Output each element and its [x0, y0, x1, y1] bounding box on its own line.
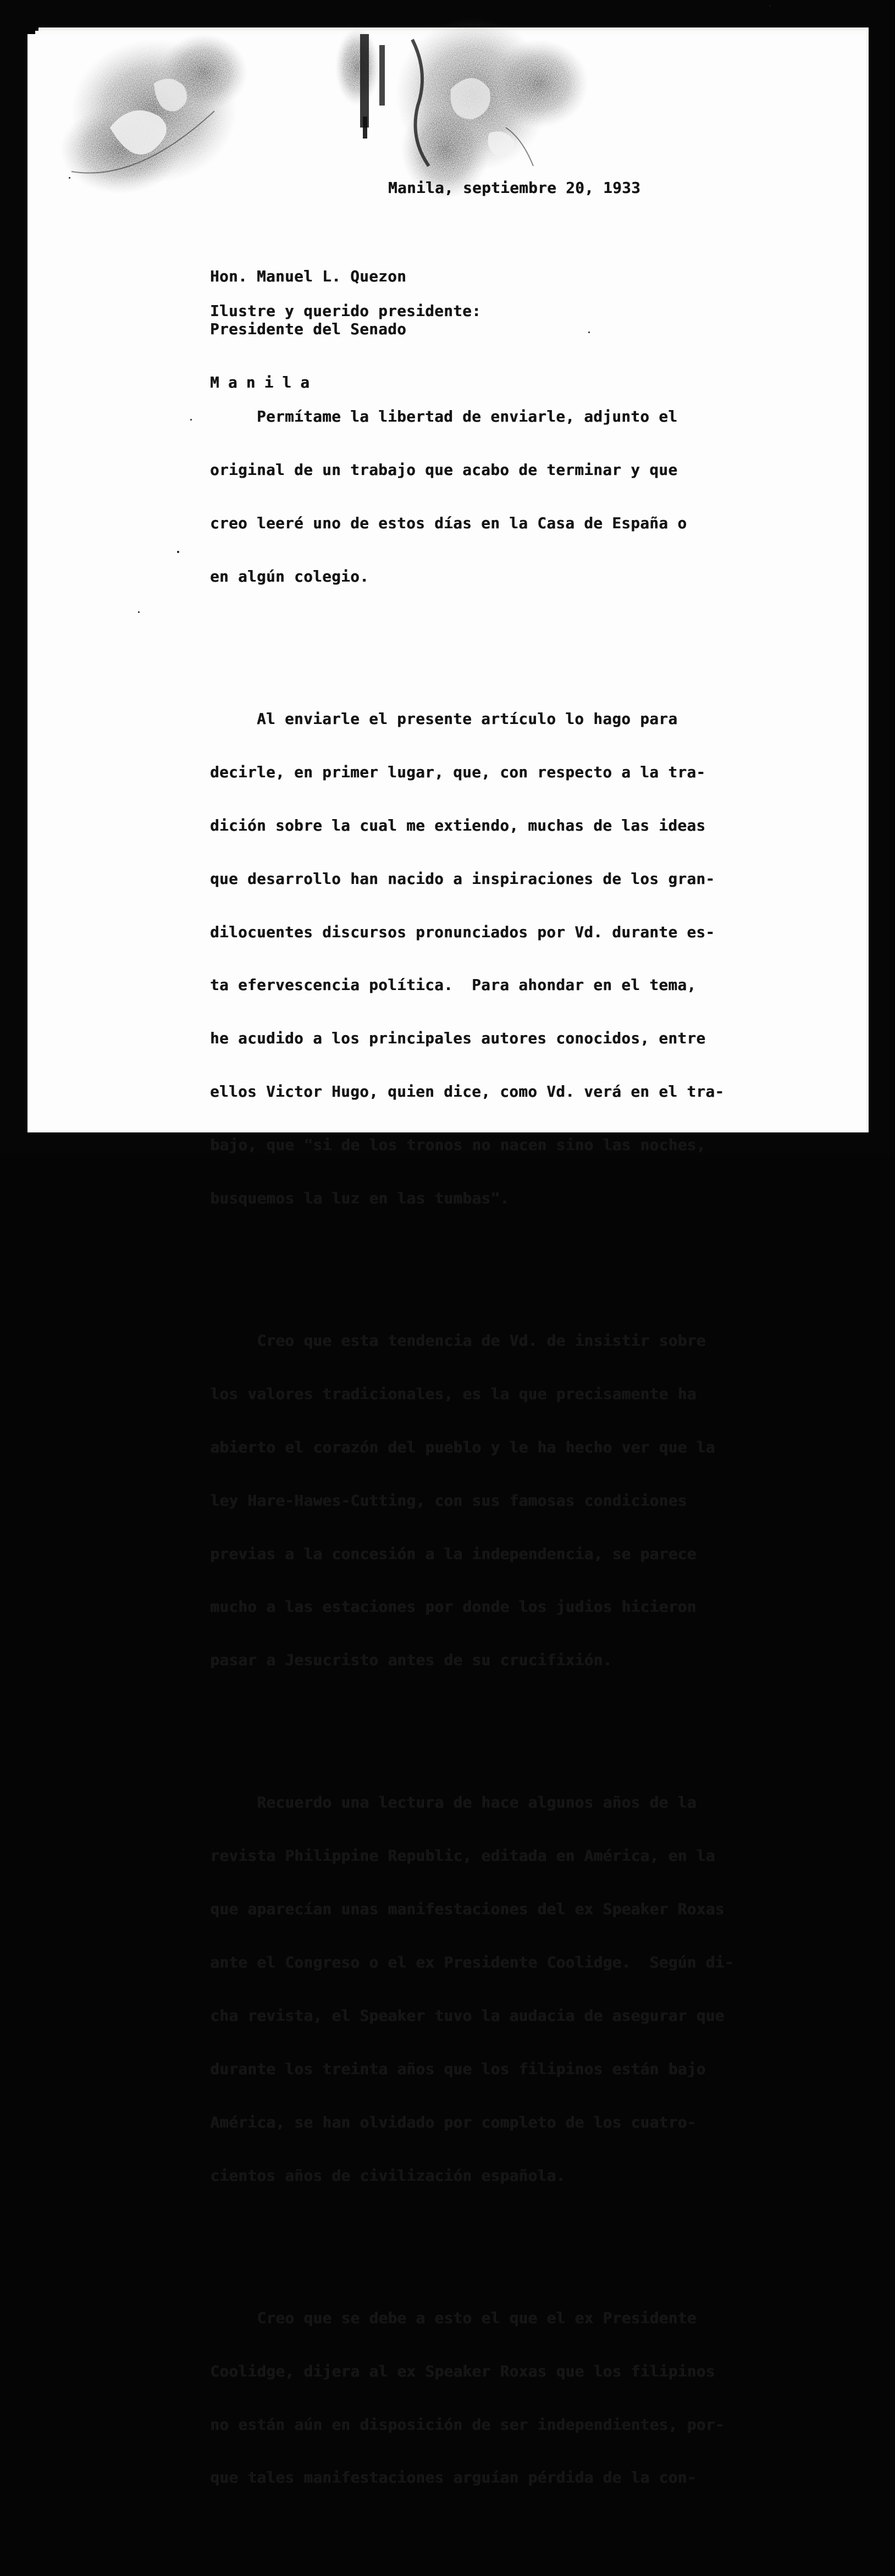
text-line: en algún colegio.: [210, 567, 369, 585]
text-line: ta efervescencia política. Para ahondar en el tema,: [210, 976, 697, 994]
text-line: decirle, en primer lugar, que, con respecto a la tra-: [210, 763, 706, 781]
text-line: mucho a las estaciones por donde los judios hicieron: [210, 1598, 697, 1616]
dust-speck: [138, 611, 140, 613]
dust-speck: [190, 419, 192, 421]
dust-speck: [770, 5, 771, 7]
recipient-city: Manila: [210, 374, 319, 392]
text-line: que aparecían unas manifestaciones del ex Speaker Roxas: [210, 1900, 725, 1919]
letter-body: [210, 337, 733, 2576]
text-line: busquemos la luz en las tumbas".: [210, 1189, 510, 1207]
text-line: ley Hare-Hawes-Cutting, con sus famosas condiciones: [210, 1491, 687, 1510]
letter-date: Manila, septiembre 20, 1933: [388, 179, 641, 197]
text-line: he acudido a los principales autores conocidos, entre: [210, 1030, 706, 1048]
text-line: Creo que esta tendencia de Vd. de insistir sobre: [210, 1332, 706, 1350]
text-line: América, se han olvidado por completo de los cuatro-: [210, 2113, 697, 2131]
text-line: pasar a Jesucristo antes de su crucifixión.: [210, 1651, 612, 1670]
text-line: que desarrollo han nacido a inspiraciones de los gran-: [210, 870, 715, 888]
paragraph: [210, 373, 733, 621]
text-line: original de un trabajo que acabo de terminar y que: [210, 461, 678, 479]
text-line: cha revista, el Speaker tuvo la audacia de asegurar que: [210, 2007, 725, 2025]
text-line: no están aún en disposición de ser independientes, por-: [210, 2415, 725, 2434]
text-line: cientos años de civilización española.: [210, 2166, 566, 2185]
text-line: Permítame la libertad de enviarle, adjunto el: [210, 408, 678, 426]
dust-speck: [588, 331, 590, 333]
text-line: revista Philippine Republic, editada en América, en la: [210, 1847, 715, 1865]
text-line: creo leeré uno de estos días en la Casa de España o: [210, 514, 687, 532]
text-line: abierto el corazón del pueblo y le ha hecho ver que la: [210, 1438, 715, 1456]
text-line: ellos Victor Hugo, quien dice, como Vd. verá en el tra-: [210, 1083, 725, 1101]
text-line: que tales manifestaciones arguían pérdida de la con-: [210, 2469, 697, 2487]
dust-speck: [69, 177, 70, 179]
text-line: los valores tradicionales, es la que precisamente ha: [210, 1385, 697, 1403]
paragraph: [210, 1296, 733, 1705]
paragraph: [210, 1759, 733, 2220]
letterhead-seal-smudge: [27, 34, 742, 199]
paragraph: [210, 2274, 733, 2522]
text-line: dición sobre la cual me extiendo, muchas de las ideas: [210, 816, 706, 834]
text-line: bajo, que "si de los tronos no nacen sino las noches,: [210, 1136, 706, 1154]
paragraph: [210, 675, 733, 1243]
salutation: Ilustre y querido presidente:: [210, 302, 482, 320]
text-line: dilocuentes discursos pronunciados por Vd. durante es-: [210, 923, 715, 941]
text-line: Creo que se debe a esto el que el ex Presidente: [210, 2309, 697, 2327]
text-line: Recuerdo una lectura de hace algunos años de la: [210, 1794, 697, 1812]
text-line: durante los treinta años que los filipinos están bajo: [210, 2060, 706, 2078]
dust-speck: [177, 551, 179, 553]
recipient-name: Hon. Manuel L. Quezon: [210, 267, 407, 285]
text-line: ante el Congreso o el ex Presidente Coolidge. Según di-: [210, 1954, 734, 1972]
text-line: previas a la concesión a la independencia, se parece: [210, 1545, 697, 1563]
text-line: Al enviarle el presente artículo lo hago para: [210, 710, 678, 728]
text-line: Coolidge, dijera al ex Speaker Roxas que los filipinos: [210, 2362, 715, 2380]
recipient-title: Presidente del Senado: [210, 320, 407, 339]
